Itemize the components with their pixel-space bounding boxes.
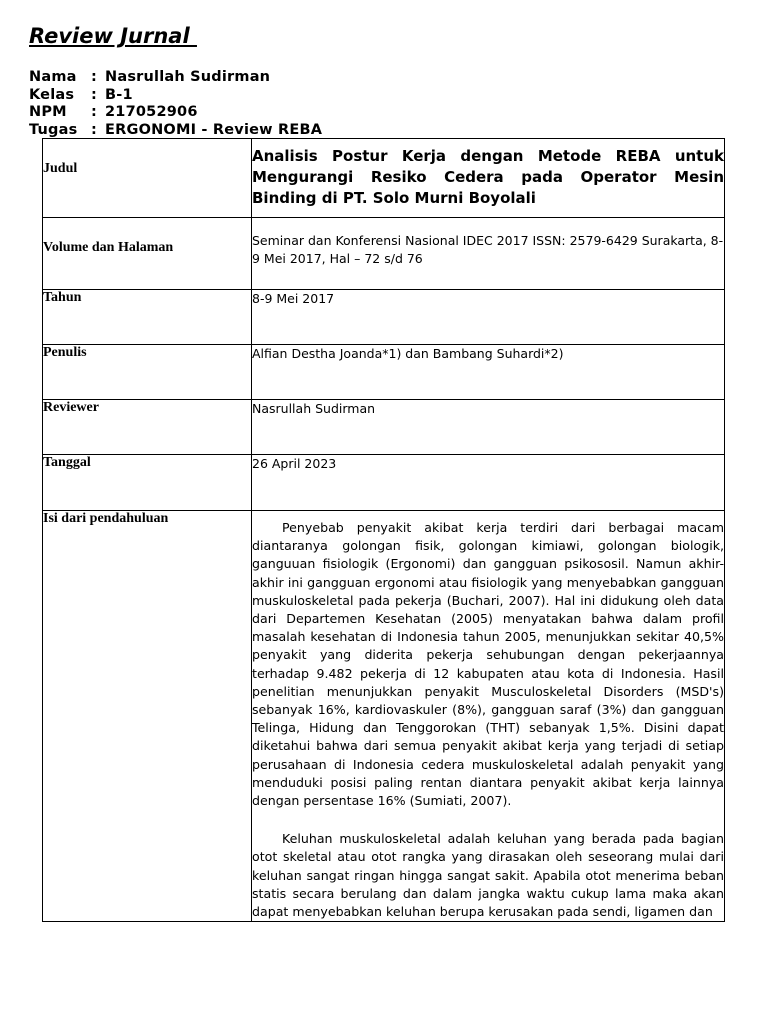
student-info [29,69,322,139]
meta-row-npm [29,104,322,122]
row-value [252,511,725,922]
table-row-tahun [43,290,725,345]
meta-value: 217052906 [105,104,198,120]
meta-key: NPM [29,104,67,120]
table-row-reviewer [43,400,725,455]
paragraph: Keluhan muskuloskeletal adalah keluhan yang berada pada bagian otot skeletal atau otot rangka yang dirasakan oleh seseorang mulai dari keluhan sangat ringan hingga sangat sakit. Apabila otot menerima beban statis secara berulang dan dalam jangka waktu cukup lama maka akan dapat menyebabkan keluhan berupa kerusakan pada sendi, ligamen dan [252,831,724,920]
meta-value: Nasrullah Sudirman [105,69,271,85]
row-label: Penulis [43,345,252,400]
row-label: Judul [43,139,252,218]
row-value: Analisis Postur Kerja dengan Metode REBA untuk Mengurangi Resiko Cedera pada Operator Mesin Binding di PT. Solo Murni Boyolali [252,139,725,218]
meta-row-kelas [29,87,322,105]
meta-separator: : [91,86,97,103]
meta-key: Tugas [29,121,78,138]
table-row-judul [43,139,725,218]
row-value: Alfian Destha Joanda*1) dan Bambang Suhardi*2) [252,345,725,400]
table-row-tanggal [43,455,725,511]
row-label: Volume dan Halaman [43,218,252,290]
table-row-penulis [43,345,725,400]
row-label: Isi dari pendahuluan [43,511,252,922]
meta-value: B-1 [105,86,133,103]
meta-separator: : [91,69,97,85]
meta-value: ERGONOMI - Review REBA [105,121,323,138]
meta-row-tugas [29,122,322,140]
row-value: 26 April 2023 [252,455,725,511]
row-value: Nasrullah Sudirman [252,400,725,455]
meta-key: Kelas [29,86,75,103]
review-table [42,138,725,922]
meta-separator: : [91,121,97,138]
page-title: Review Jurnal [29,24,197,48]
row-label: Tanggal [43,455,252,511]
table-row-volume [43,218,725,290]
row-label: Reviewer [43,400,252,455]
table-row-isi [43,511,725,922]
meta-row-nama [29,69,322,87]
row-value: 8-9 Mei 2017 [252,290,725,345]
paragraph: Penyebab penyakit akibat kerja terdiri dari berbagai macam diantaranya golongan fisik, golongan kimiawi, golongan biologik, ganguuan fisiologik (Ergonomi) dan gangguan psikososil. Namun akhir-akhir ini gangguan ergonomi atau fisiologik yang menyebabkan gangguan muskuloskeletal pada pekerja (Buchari, 2007). Hal ini didukung oleh data dari Departemen Kesehatan (2005) menyatakan bahwa dalam profil masalah kesehatan di Indonesia tahun 2005, menunjukkan sekitar 40,5% penyakit yang diderita pekerja sehubungan dengan pekerjaannya terhadap 9.482 pekerja di 12 kabupaten atau kota di Indonesia. Hasil penelitian menunjukkan penyakit Musculoskeletal Disorders (MSD's) sebanyak 16%, kardiovaskuler (8%), gangguan saraf (3%) dan gangguan Telinga, Hidung dan Tenggorokan (THT) sebanyak 1,5%. Disini dapat diketahui bahwa dari semua penyakit akibat kerja yang terjadi di setiap perusahaan di Indonesia cedera muskuloskeletal adalah penyakit yang menduduki posisi paling rentan diantara penyakit akibat kerja lainnya dengan persentase 16% (Sumiati, 2007). [252,520,724,809]
row-label: Tahun [43,290,252,345]
meta-key: Nama [29,69,77,85]
meta-separator: : [91,104,97,120]
row-value: Seminar dan Konferensi Nasional IDEC 2017 ISSN: 2579-6429 Surakarta, 8-9 Mei 2017, Hal – 72 s/d 76 [252,218,725,290]
